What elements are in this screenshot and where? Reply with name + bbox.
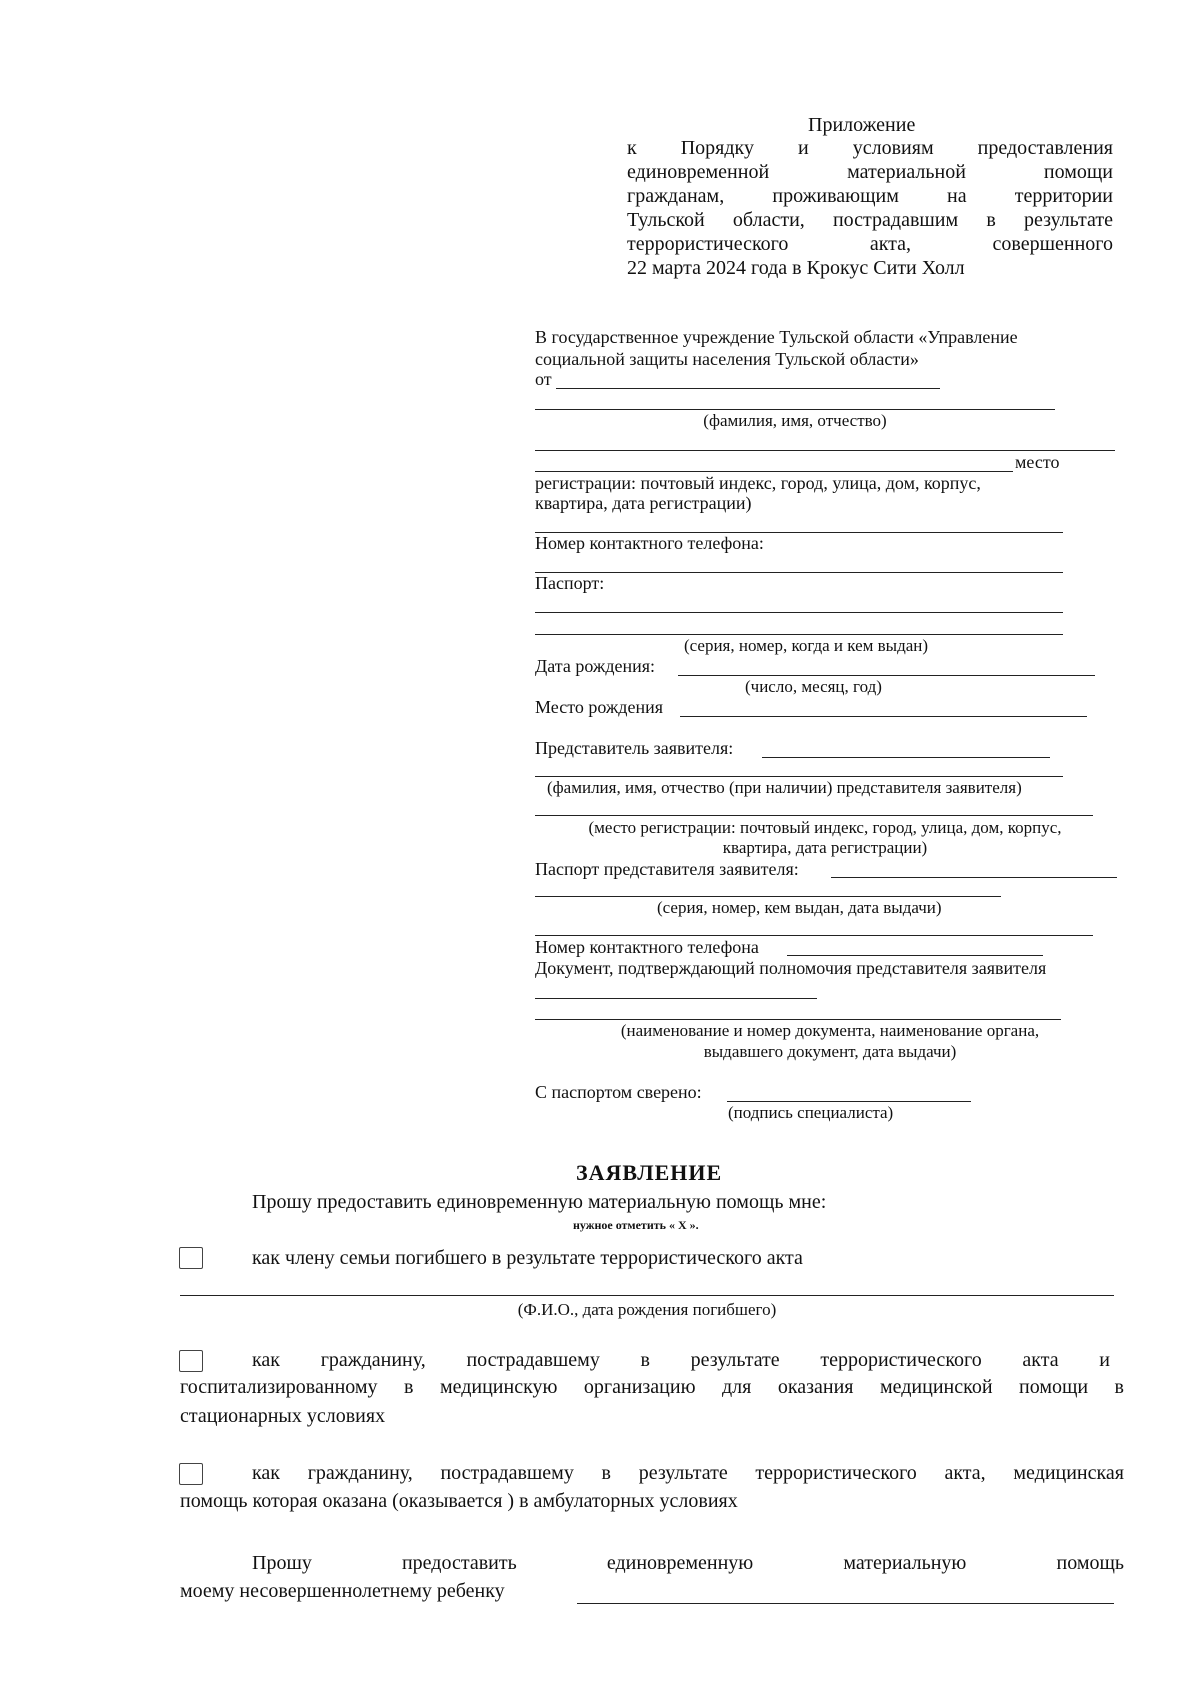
- address-field-2[interactable]: [535, 471, 1013, 472]
- passport-caption: (серия, номер, когда и кем выдан): [684, 636, 929, 655]
- representative-fio-field[interactable]: [535, 776, 1063, 777]
- appendix-line: Тульской области, пострадавшим в результате: [627, 209, 1113, 231]
- passport-field-2[interactable]: [535, 634, 1063, 635]
- option-hospitalized-line-2: [180, 1376, 1124, 1399]
- recipient-line-1: В государственное учреждение Тульской области «Управление: [535, 327, 1018, 347]
- phone-field[interactable]: [535, 572, 1063, 573]
- appendix-line: единовременной материальной помощи: [627, 161, 1113, 183]
- option-family-label: как члену семьи погибшего в результате террористического акта: [252, 1247, 803, 1269]
- birthdate-field[interactable]: [678, 675, 1095, 676]
- appendix-line: 22 марта 2024 года в Крокус Сити Холл: [627, 257, 965, 279]
- appendix-text: [627, 136, 1113, 280]
- appendix-line: к Порядку и условиям предоставления: [627, 137, 1113, 159]
- birthdate-caption: (число, месяц, год): [745, 677, 882, 696]
- representative-phone-label: Номер контактного телефона: [535, 937, 759, 957]
- registration-caption-2: квартира, дата регистрации): [535, 493, 752, 513]
- passport-label: Паспорт:: [535, 573, 605, 593]
- representative-passport-label: Паспорт представителя заявителя:: [535, 859, 799, 879]
- birthplace-label: Место рождения: [535, 697, 664, 717]
- representative-passport-caption: (серия, номер, кем выдан, дата выдачи): [657, 898, 942, 917]
- statement-intro: Прошу предоставить единовременную материальную помощь мне:: [252, 1191, 827, 1213]
- representative-passport-field-3[interactable]: [535, 935, 1093, 936]
- from-field[interactable]: [556, 388, 940, 389]
- representative-document-field-1[interactable]: [535, 998, 817, 999]
- representative-document-caption-2: выдавшего документ, дата выдачи): [703, 1042, 957, 1061]
- child-request-line-1: [252, 1552, 1124, 1575]
- applicant-fio-field[interactable]: [535, 409, 1055, 410]
- option-outpatient-text-1: как гражданину, пострадавшему в результате террористического акта, медицинская: [252, 1462, 1124, 1484]
- option-hospitalized-text-2: госпитализированному в медицинскую организацию для оказания медицинской помощи в: [180, 1376, 1124, 1398]
- statement-title: ЗАЯВЛЕНИЕ: [576, 1160, 723, 1185]
- birthdate-label: Дата рождения:: [535, 656, 656, 676]
- option-hospitalized-text-1: как гражданину, пострадавшему в результате террористического акта и: [252, 1349, 1110, 1371]
- option-hospitalized-checkbox[interactable]: [179, 1350, 203, 1372]
- birthplace-field[interactable]: [680, 716, 1087, 717]
- address-field-1[interactable]: [535, 450, 1115, 451]
- child-request-line-2: моему несовершеннолетнему ребенку: [180, 1580, 505, 1602]
- phone-label: Номер контактного телефона:: [535, 533, 764, 553]
- registration-caption-1: регистрации: почтовый индекс, город, улица, дом, корпус,: [535, 473, 981, 493]
- representative-address-field[interactable]: [535, 815, 1093, 816]
- recipient-line-2: социальной защиты населения Тульской области»: [535, 349, 919, 369]
- representative-passport-field-2[interactable]: [535, 896, 1001, 897]
- representative-registration-caption-2: квартира, дата регистрации): [722, 838, 928, 857]
- statement-hint: нужное отметить « X ».: [573, 1218, 699, 1232]
- appendix-line: террористического акта, совершенного: [627, 233, 1113, 255]
- verified-label: С паспортом сверено:: [535, 1082, 702, 1102]
- representative-fio-caption: (фамилия, имя, отчество (при наличии) представителя заявителя): [547, 778, 1022, 797]
- representative-document-field-2[interactable]: [535, 1019, 1061, 1020]
- representative-passport-field-1[interactable]: [831, 877, 1117, 878]
- option-family-checkbox[interactable]: [179, 1247, 203, 1269]
- representative-phone-field[interactable]: [787, 955, 1043, 956]
- representative-registration-caption-1: (место регистрации: почтовый индекс, город, улица, дом, корпус,: [588, 818, 1062, 837]
- option-outpatient-line-2: помощь которая оказана (оказывается ) в амбулаторных условиях: [180, 1490, 738, 1512]
- representative-document-label: Документ, подтверждающий полномочия представителя заявителя: [535, 958, 1047, 978]
- child-request-text-1: Прошу предоставить единовременную материальную помощь: [252, 1552, 1124, 1574]
- option-hospitalized-line-1: [252, 1349, 1110, 1372]
- fio-caption: (фамилия, имя, отчество): [703, 411, 887, 430]
- representative-document-caption-1: (наименование и номер документа, наименование органа,: [620, 1021, 1040, 1040]
- specialist-signature-field[interactable]: [727, 1101, 971, 1102]
- from-label: от: [535, 369, 552, 389]
- option-outpatient-checkbox[interactable]: [179, 1463, 203, 1485]
- deceased-fio-field[interactable]: [180, 1295, 1114, 1296]
- place-label: место: [1015, 452, 1060, 472]
- appendix-title: Приложение: [808, 114, 916, 136]
- passport-field-1[interactable]: [535, 612, 1063, 613]
- option-outpatient-line-1: [252, 1462, 1124, 1485]
- child-fio-field[interactable]: [577, 1603, 1114, 1604]
- verified-caption: (подпись специалиста): [728, 1103, 894, 1122]
- deceased-caption: (Ф.И.О., дата рождения погибшего): [517, 1300, 777, 1319]
- option-hospitalized-line-3: стационарных условиях: [180, 1405, 386, 1427]
- representative-field[interactable]: [762, 757, 1050, 758]
- representative-label: Представитель заявителя:: [535, 738, 734, 758]
- appendix-line: гражданам, проживающим на территории: [627, 185, 1113, 207]
